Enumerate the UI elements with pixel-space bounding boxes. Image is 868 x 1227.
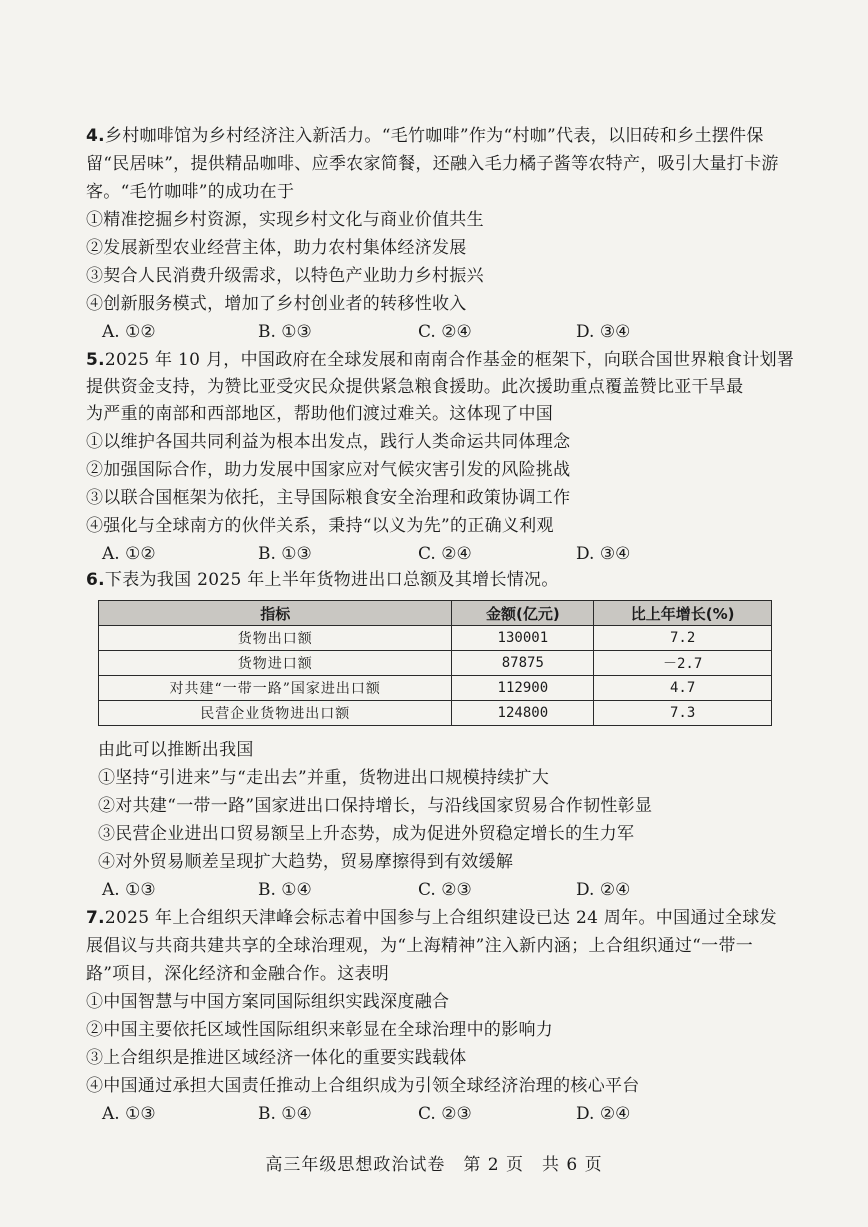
option-c: C. ②③ bbox=[418, 880, 472, 900]
statement-4: ④中国通过承担大国责任推动上合组织成为引领全球经济治理的核心平台 bbox=[86, 1076, 640, 1096]
table-cell: 民营企业货物进出口额 bbox=[99, 701, 452, 726]
option-a: A. ①② bbox=[102, 544, 156, 564]
option-b: B. ①③ bbox=[258, 322, 312, 342]
table-header-cell: 金额(亿元) bbox=[452, 601, 594, 626]
statement-3: ③上合组织是推进区域经济一体化的重要实践载体 bbox=[86, 1048, 467, 1068]
table-cell: 7.2 bbox=[594, 626, 772, 651]
table-cell: 124800 bbox=[452, 701, 594, 726]
statement-4: ④对外贸易顺差呈现扩大趋势，贸易摩擦得到有效缓解 bbox=[98, 852, 514, 872]
question-stem-line: 为严重的南部和西部地区，帮助他们渡过难关。这体现了中国 bbox=[86, 404, 554, 424]
statement-2: ②发展新型农业经营主体，助力农村集体经济发展 bbox=[86, 238, 467, 258]
table-cell: 112900 bbox=[452, 676, 594, 701]
question-stem-line: 展倡议与共商共建共享的全球治理观，为“上海精神”注入新内涵；上合组织通过“一带一 bbox=[86, 936, 754, 956]
table-row bbox=[99, 701, 772, 726]
option-c: C. ②③ bbox=[418, 1104, 472, 1124]
statement-4: ④强化与全球南方的伙伴关系，秉持“以义为先”的正确义利观 bbox=[86, 516, 554, 536]
page-footer: 高三年级思想政治试卷 第 2 页 共 6 页 bbox=[265, 1155, 603, 1175]
question-number: 7. bbox=[86, 908, 105, 928]
statement-2: ②加强国际合作，助力发展中国家应对气候灾害引发的风险挑战 bbox=[86, 460, 571, 480]
question-stem-line: 6.下表为我国 2025 年上半年货物进出口总额及其增长情况。 bbox=[86, 570, 559, 590]
question-stem-line: 路”项目，深化经济和金融合作。这表明 bbox=[86, 964, 390, 984]
statement-1: ①坚持“引进来”与“走出去”并重，货物进出口规模持续扩大 bbox=[98, 768, 550, 788]
statement-3: ③以联合国框架为依托，主导国际粮食安全治理和政策协调工作 bbox=[86, 488, 571, 508]
option-a: A. ①③ bbox=[102, 880, 156, 900]
option-c: C. ②④ bbox=[418, 322, 472, 342]
statement-4: ④创新服务模式，增加了乡村创业者的转移性收入 bbox=[86, 294, 467, 314]
question-number: 6. bbox=[86, 570, 105, 590]
statement-3: ③契合人民消费升级需求，以特色产业助力乡村振兴 bbox=[86, 266, 484, 286]
option-d: D. ②④ bbox=[576, 1104, 631, 1124]
option-b: B. ①③ bbox=[258, 544, 312, 564]
question-lead: 由此可以推断出我国 bbox=[98, 740, 254, 760]
question-stem-line: 5.2025 年 10 月，中国政府在全球发展和南南合作基金的框架下，向联合国世界粮食计划署 bbox=[86, 350, 795, 370]
option-a: A. ①③ bbox=[102, 1104, 156, 1124]
option-b: B. ①④ bbox=[258, 880, 312, 900]
question-stem-line: 客。“毛竹咖啡”的成功在于 bbox=[86, 182, 295, 202]
statement-2: ②中国主要依托区域性国际组织来彰显在全球治理中的影响力 bbox=[86, 1020, 554, 1040]
trade-data-table bbox=[98, 600, 772, 726]
statement-1: ①中国智慧与中国方案同国际组织实践深度融合 bbox=[86, 992, 450, 1012]
table-row bbox=[99, 626, 772, 651]
option-d: D. ②④ bbox=[576, 880, 631, 900]
table-cell: 对共建“一带一路”国家进出口额 bbox=[99, 676, 452, 701]
question-stem-line: 4.乡村咖啡馆为乡村经济注入新活力。“毛竹咖啡”作为“村咖”代表，以旧砖和乡土摆件保 bbox=[86, 126, 764, 146]
table-cell: 87875 bbox=[452, 651, 594, 676]
statement-3: ③民营企业进出口贸易额呈上升态势，成为促进外贸稳定增长的生力军 bbox=[98, 824, 635, 844]
statement-1: ①精准挖掘乡村资源，实现乡村文化与商业价值共生 bbox=[86, 210, 484, 230]
statement-2: ②对共建“一带一路”国家进出口保持增长，与沿线国家贸易合作韧性彰显 bbox=[98, 796, 653, 816]
table-header-cell: 比上年增长(%) bbox=[594, 601, 772, 626]
question-number: 5. bbox=[86, 350, 105, 370]
table-header-cell: 指标 bbox=[99, 601, 452, 626]
table-cell: －2.7 bbox=[594, 651, 772, 676]
question-stem-line: 7.2025 年上合组织天津峰会标志着中国参与上合组织建设已达 24 周年。中国通过全球发 bbox=[86, 908, 777, 928]
table-cell: 7.3 bbox=[594, 701, 772, 726]
option-b: B. ①④ bbox=[258, 1104, 312, 1124]
table-row bbox=[99, 676, 772, 701]
table-cell: 货物出口额 bbox=[99, 626, 452, 651]
question-stem-line: 留“民居味”，提供精品咖啡、应季农家简餐，还融入毛力橘子酱等农特产，吸引大量打卡游 bbox=[86, 154, 779, 174]
option-a: A. ①② bbox=[102, 322, 156, 342]
table-cell: 货物进口额 bbox=[99, 651, 452, 676]
table-cell: 4.7 bbox=[594, 676, 772, 701]
statement-1: ①以维护各国共同利益为根本出发点，践行人类命运共同体理念 bbox=[86, 432, 571, 452]
question-number: 4. bbox=[86, 126, 105, 146]
option-d: D. ③④ bbox=[576, 322, 631, 342]
table-cell: 130001 bbox=[452, 626, 594, 651]
option-d: D. ③④ bbox=[576, 544, 631, 564]
question-stem-line: 提供资金支持，为赞比亚受灾民众提供紧急粮食援助。此次援助重点覆盖赞比亚干旱最 bbox=[86, 377, 744, 397]
table-header-row bbox=[99, 601, 772, 626]
table-row bbox=[99, 651, 772, 676]
option-c: C. ②④ bbox=[418, 544, 472, 564]
